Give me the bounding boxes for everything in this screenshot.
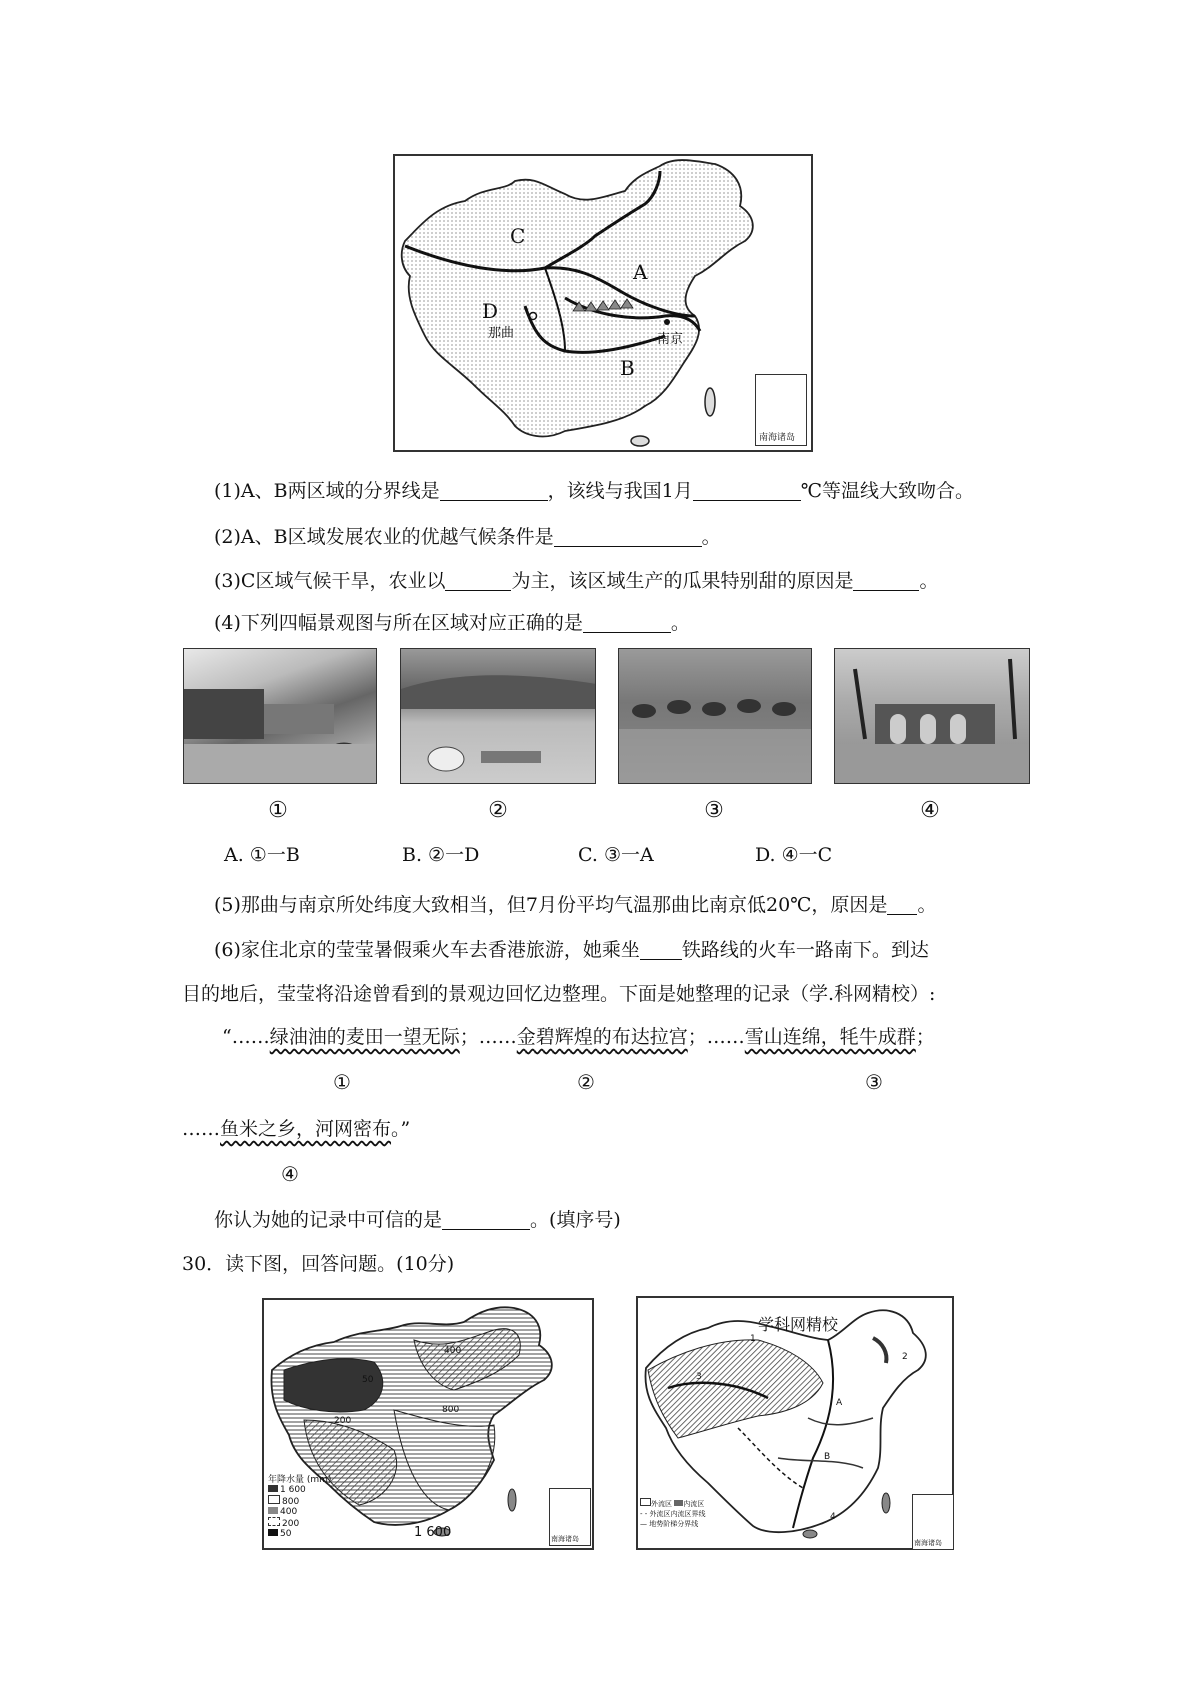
quote-open: “…… [222,1026,270,1048]
legend-boundary-solid: — 地势阶梯分界线 [640,1520,699,1528]
drainage-watermark: 学科网精校 [758,1315,839,1334]
q6-text-b: 铁路线的火车一路南下。到达 [681,939,929,961]
option-a[interactable]: A. ①一B [224,844,300,866]
q5-text-b: 。 [917,894,937,916]
q4-text-b: 。 [670,612,690,634]
region-label-c: C [510,224,526,248]
record-sep-1: ；…… [459,1026,517,1048]
q1-text-a: (1)A、B两区域的分界线是 [214,480,440,502]
drainage-mark-1: 1 [750,1334,756,1344]
china-regions-map [393,154,813,452]
q6-ask-b: 。(填序号) [530,1209,621,1231]
precipitation-legend [268,1472,332,1539]
record-mark-3: ③ [865,1070,883,1094]
record-mark-2: ② [577,1070,595,1094]
drainage-mark-b: B [824,1452,831,1462]
q3-text-a: (3)C区域气候干旱，农业以 [214,570,446,592]
photo-label-2: ② [488,798,508,823]
question-1 [214,478,974,504]
q6-blank-answer[interactable] [442,1209,530,1230]
q6-text-a: (6)家住北京的莹莹暑假乘火车去香港旅游，她乘坐 [214,939,640,961]
legend-title: 年降水量 (mm) [268,1475,332,1485]
q5-text-a: (5)那曲与南京所处纬度大致相当，但7月份平均气温那曲比南京低20℃，原因是 [214,894,888,916]
question-6-record [222,1024,935,1050]
legend-item-50: 50 [268,1529,332,1539]
isohyet-400: 400 [444,1346,462,1356]
legend-item-400: 400 [268,1507,332,1517]
q3-text-b: 为主，该区域生产的瓜果特别甜的原因是 [511,570,854,592]
record-mark-4: ④ [281,1162,299,1186]
q2-text-b: 。 [701,526,721,548]
photo-3-scene [619,649,812,784]
south-china-sea-inset [755,374,807,446]
q4-blank[interactable] [583,612,671,633]
q4-text-a: (4)下列四幅景观图与所在区域对应正确的是 [214,612,583,634]
q6-ask-a: 你认为她的记录中可信的是 [214,1209,443,1231]
option-d[interactable]: D. ④一C [755,844,833,866]
q6-blank-railway[interactable] [640,939,682,960]
drainage-mark-a: A [836,1398,843,1408]
drainage-mark-3: 3 [696,1372,702,1382]
record-sep-2: ；…… [687,1026,745,1048]
legend-item-1600: 1 600 [268,1485,332,1495]
legend-item-200: 200 [268,1517,332,1529]
photo-2-scene [401,649,596,784]
question-2 [214,524,721,550]
q2-blank[interactable] [554,526,702,547]
china-outline-svg [395,156,811,450]
inset-label: 南海诸岛 [759,433,796,443]
precipitation-map [262,1298,594,1550]
drainage-mark-2: 2 [902,1352,908,1362]
region-label-d: D [482,299,499,323]
photo-1-scene [184,649,377,784]
landscape-photo-3 [618,648,812,784]
question-4 [214,610,690,636]
photo-label-1: ① [268,798,288,823]
isohyet-800: 800 [442,1405,460,1415]
south-china-sea-inset-2 [549,1488,591,1546]
question-30-title: 30．读下图，回答问题。(10分) [182,1253,455,1275]
q2-text-a: (2)A、B区域发展农业的优越气候条件是 [214,526,554,548]
landscape-photo-4 [834,648,1030,784]
q1-text-b: ，该线与我国1月 [547,480,693,502]
question-5 [214,892,936,918]
isohyet-50: 50 [362,1375,374,1385]
record-item-4: 鱼米之乡，河网密布 [220,1118,392,1140]
photo-4-scene [835,649,1030,784]
q3-text-c: 。 [919,570,939,592]
landscape-photo-1 [183,648,377,784]
city-nanjing: 南京 [657,332,684,347]
question-6-record-line-4 [182,1116,410,1142]
isohyet-200: 200 [334,1416,352,1426]
photo-label-4: ④ [920,798,940,823]
record-line4-suffix: 。” [391,1118,411,1140]
record-line4-prefix: …… [182,1118,220,1140]
drainage-map [636,1296,954,1550]
record-mark-1: ① [333,1070,351,1094]
drainage-mark-4: 4 [830,1512,836,1522]
q1-blank-2[interactable] [693,480,801,501]
legend-item-800: 800 [268,1495,332,1507]
inset-label-2: 南海诸岛 [551,1535,579,1543]
region-label-a: A [633,260,648,284]
landscape-photo-2 [400,648,596,784]
q3-blank-2[interactable] [853,570,919,591]
south-china-sea-inset-3 [912,1494,954,1550]
q1-blank-1[interactable] [440,480,548,501]
photo-label-3: ③ [704,798,724,823]
question-6-ask [214,1207,621,1233]
option-c[interactable]: C. ③一A [578,844,654,866]
record-sep-3: ； [915,1026,935,1048]
city-naqu: 那曲 [488,326,515,341]
legend-boundary-dash: - - 外流区内流区界线 [640,1510,706,1518]
record-item-2: 金碧辉煌的布达拉宫 [516,1026,688,1048]
region-label-b: B [620,356,635,380]
q3-blank-1[interactable] [445,570,511,591]
record-item-3: 雪山连绵，牦牛成群 [744,1026,916,1048]
inset-label-3: 南海诸岛 [914,1539,942,1547]
question-6-line-2: 目的地后，莹莹将沿途曾看到的景观边回忆边整理。下面是她整理的记录（学.科网精校）: [182,983,936,1005]
option-b[interactable]: B. ②一D [402,844,480,866]
record-item-1: 绿油油的麦田一望无际 [269,1026,460,1048]
question-6-line-1 [214,937,929,963]
question-3 [214,568,938,594]
legend-outflow-inflow: 外流区 内流区 [640,1498,746,1509]
drainage-legend [640,1498,746,1529]
isohyet-1600: 1 600 [414,1525,452,1540]
q1-text-c: ℃等温线大致吻合。 [800,480,974,502]
q5-blank[interactable] [887,894,917,915]
